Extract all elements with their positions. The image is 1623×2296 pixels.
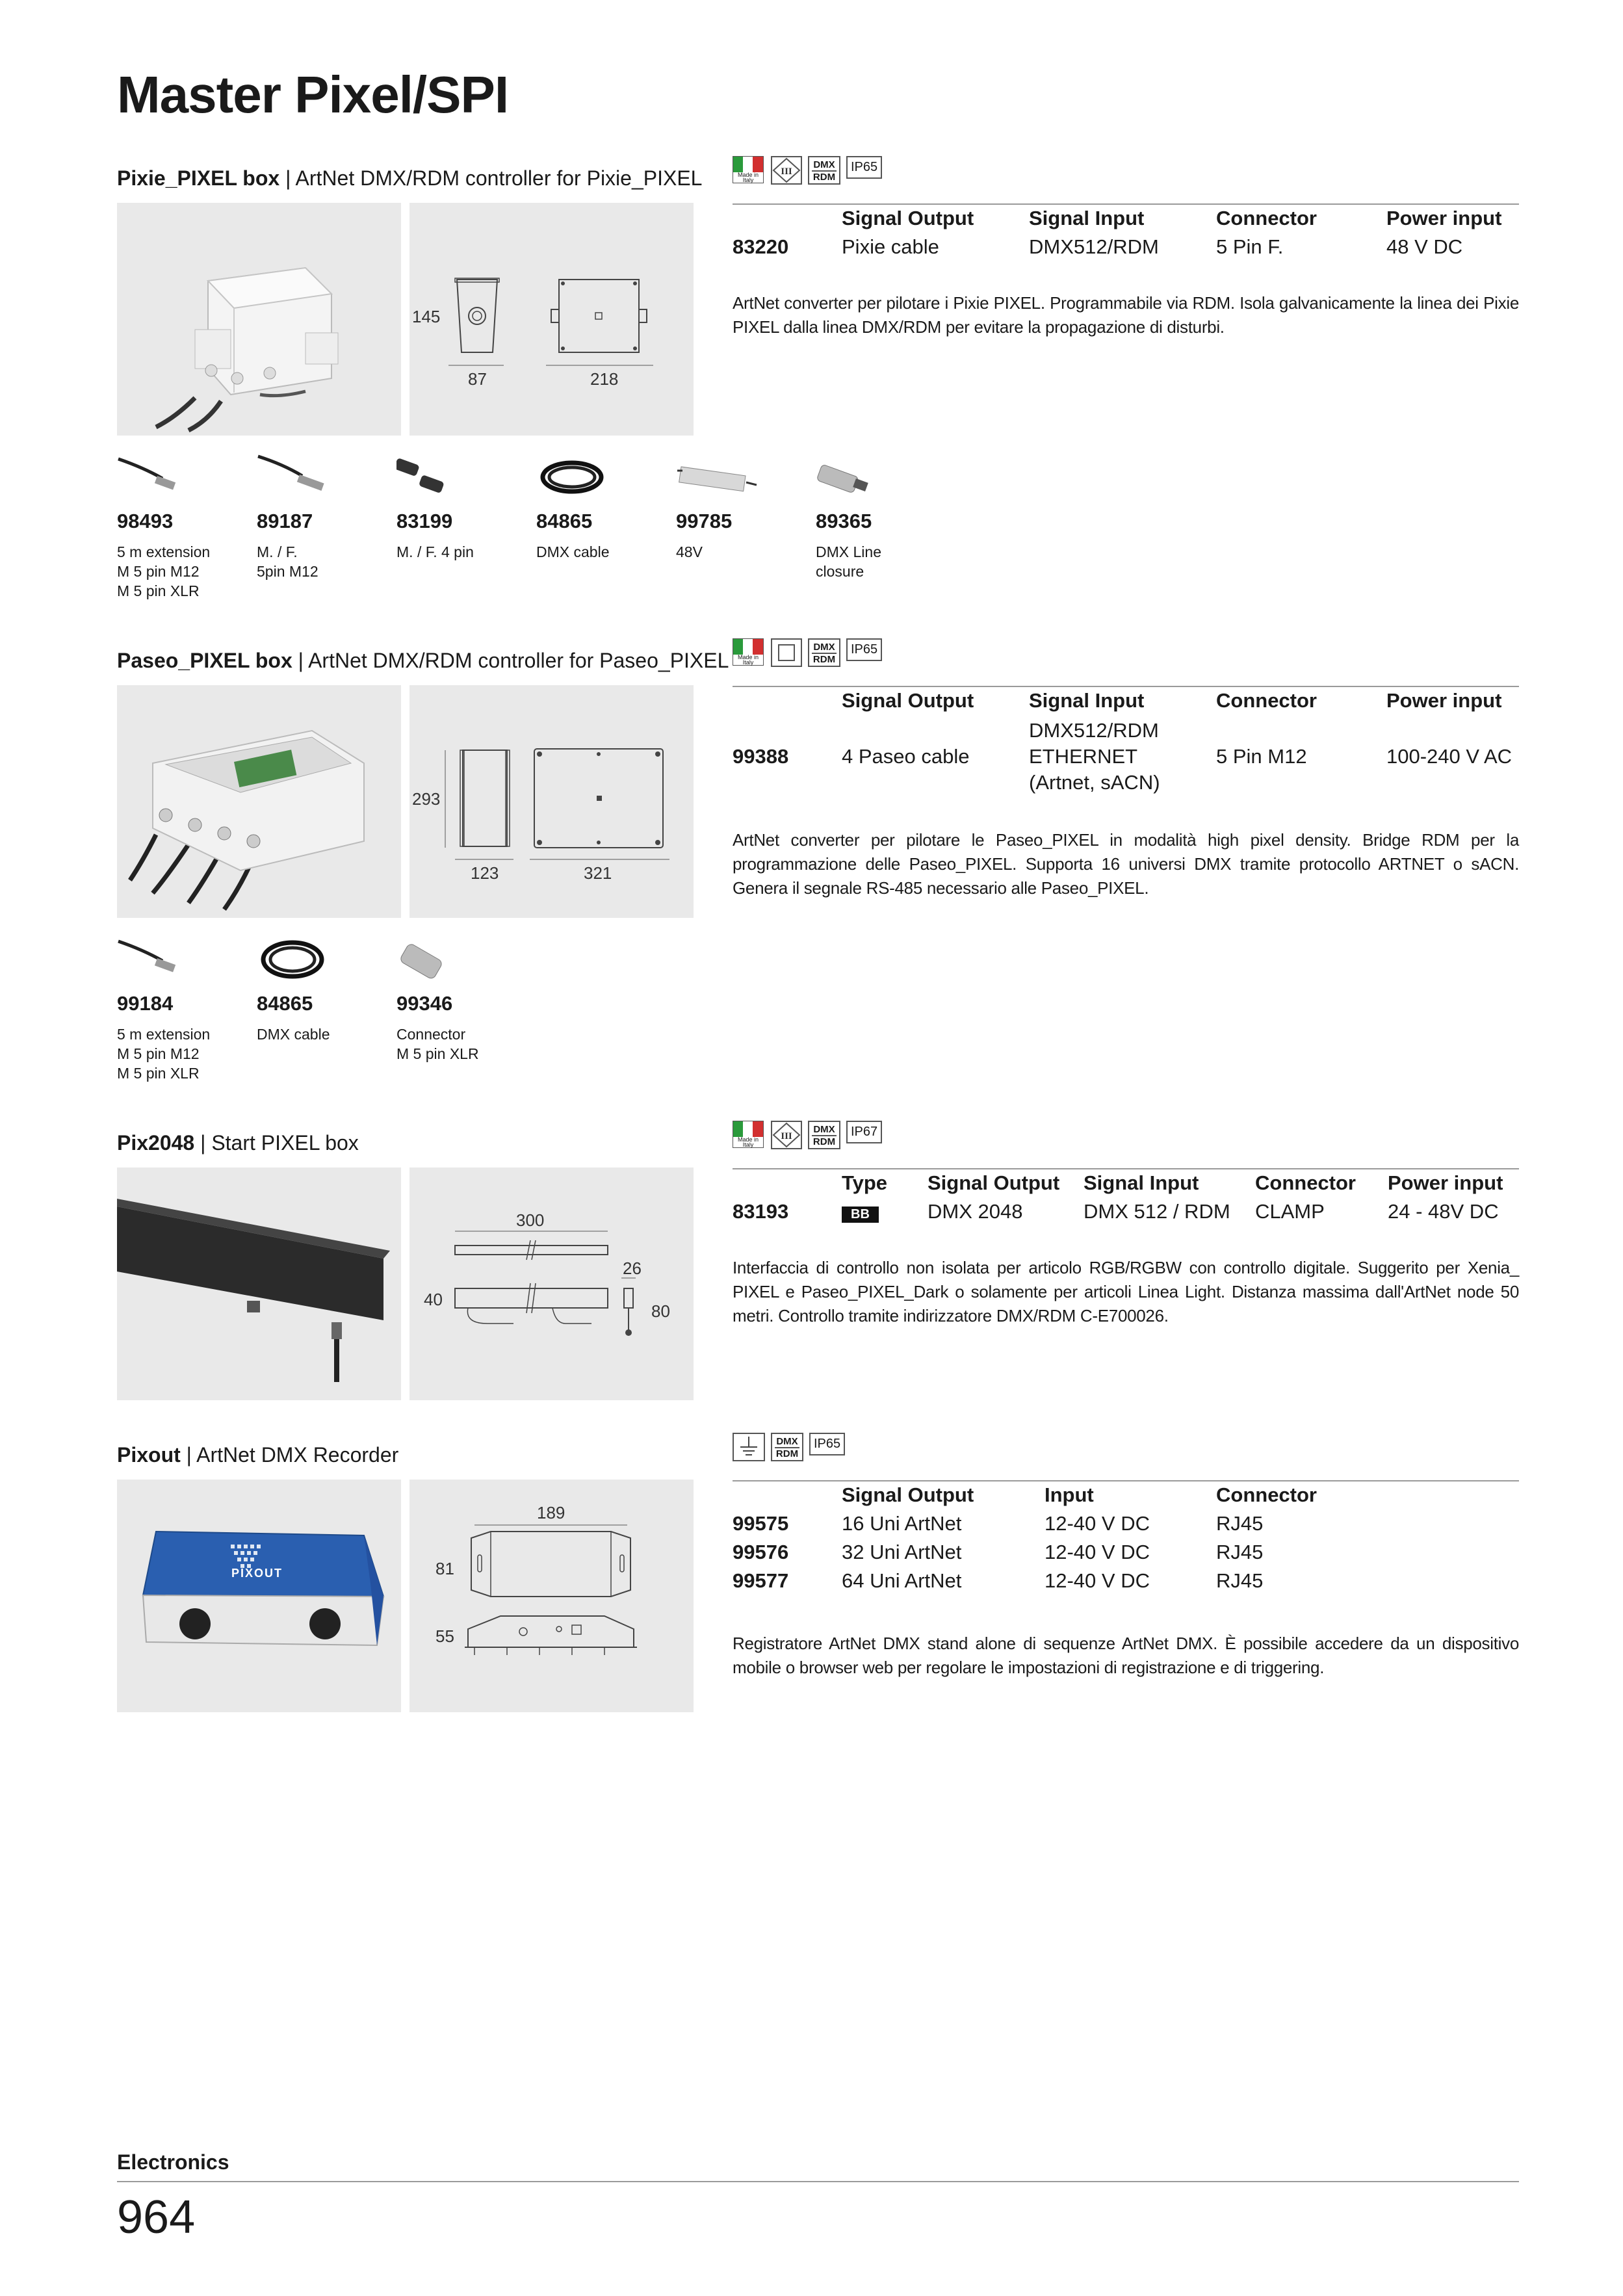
description-pixout: Registratore ArtNet DMX stand alone di sequenze ArtNet DMX. È possibile accedere da un dispositivo mobile o browser web per regolare le impostazioni di registrazione e di triggering. <box>733 1634 1519 1677</box>
dmx-rdm-icon: DMX RDM <box>808 638 840 667</box>
accessory-code: 84865 <box>536 510 593 532</box>
table-row: 99388 4 Paseo cable DMX512/RDM ETHERNET (Artnet, sACN) 5 Pin M12 100-240 V AC <box>733 719 1513 794</box>
accessory-desc: 5 m extension M 5 pin M12 M 5 pin XLR <box>117 1026 211 1082</box>
accessory-desc: DMX cable <box>257 1026 330 1043</box>
technical-drawing-pixie-box <box>409 203 694 436</box>
cable-icon <box>117 451 182 503</box>
svg-text:III: III <box>781 166 792 177</box>
made-in-italy-flag: Made in Italy <box>733 638 764 666</box>
section-title-pix2048: Pix2048 | Start PIXEL box <box>117 1131 359 1155</box>
pixout-logo-text: PIXOUT <box>231 1567 283 1580</box>
class-iii-icon <box>771 156 802 185</box>
table-rule <box>733 203 1519 205</box>
accessory-code: 89365 <box>816 510 872 532</box>
accessory-desc: 48V <box>676 543 703 560</box>
spec-table-pix2048: Type Signal Output Signal Input Connector Power input 83193 BB DMX 2048 DMX 512 / RDM CLAMP 24 - 48V DC <box>733 1170 1519 1226</box>
dim-height: 145 <box>412 307 441 326</box>
product-photo-paseo-box <box>117 685 401 918</box>
product-photo-pixie-box <box>117 203 401 436</box>
dim-length: 218 <box>590 369 619 389</box>
description-paseo: ArtNet converter per pilotare le Paseo_PIXEL in modalità high pixel density. Bridge RDM per la programmazione delle Paseo_PIXEL. Supporta 16 universi DMX tramite protocollo ARTNET o sACN. Genera il segnale RS-485 necessario alle Paseo_PIXEL. <box>733 830 1519 898</box>
table-row: 99577 64 Uni ArtNet 12-40 V DC RJ45 <box>733 1569 1264 1592</box>
ip-rating-badge: IP65 <box>809 1433 845 1455</box>
class-ii-icon <box>771 638 802 667</box>
section-title-pixout: Pixout | ArtNet DMX Recorder <box>117 1443 399 1467</box>
footer-category: Electronics <box>117 2150 229 2174</box>
cable-icon <box>257 451 335 503</box>
cable-icon <box>117 933 182 985</box>
ip-rating-badge: IP65 <box>846 156 882 179</box>
technical-drawing-pix2048 <box>409 1168 694 1400</box>
accessory-code: 98493 <box>117 510 174 532</box>
description-pixie: ArtNet converter per pilotare i Pixie PIXEL. Programmabile via RDM. Isola galvanicamente la linea dei Pixie PIXEL dalla linea DMX/RDM per evitare la propagazione di disturbi. <box>733 293 1519 337</box>
accessory-code: 84865 <box>257 992 313 1015</box>
xlr-plug-icon <box>396 933 474 985</box>
page-number: 964 <box>117 2191 196 2243</box>
accessory-desc: Connector M 5 pin XLR <box>396 1026 479 1062</box>
section-title-pixie: Pixie_PIXEL box | ArtNet DMX/RDM controller for Pixie_PIXEL <box>117 166 703 190</box>
made-in-italy-flag: Made in Italy <box>733 1121 764 1148</box>
made-in-italy-flag: Made in Italy <box>733 156 764 183</box>
class-iii-icon <box>771 1121 802 1149</box>
ip-rating-badge: IP65 <box>846 638 882 661</box>
accessory-desc: DMX Line closure <box>816 543 881 580</box>
accessory-desc: 5 m extension M 5 pin M12 M 5 pin XLR <box>117 543 211 599</box>
technical-drawing-paseo-box <box>409 685 694 918</box>
spec-table-paseo: Signal Output Signal Input Connector Power input 99388 4 Paseo cable DMX512/RDM ETHERNET (Artnet, sACN) 5 Pin M12 100-240 V AC <box>733 688 1519 798</box>
accessory-code: 83199 <box>396 510 453 532</box>
accessory-desc: M. / F. 4 pin <box>396 543 474 560</box>
dim-depth: 80 <box>651 1301 670 1321</box>
dim-length: 300 <box>516 1210 545 1230</box>
dim-height: 81 <box>435 1559 454 1578</box>
footer-rule <box>117 2181 1519 2182</box>
cable-coil-icon <box>257 933 335 985</box>
power-supply-icon <box>676 451 767 503</box>
dim-width: 123 <box>471 863 499 883</box>
xlr-plug-icon <box>816 451 894 503</box>
table-row: 83193 BB DMX 2048 DMX 512 / RDM CLAMP 24 - 48V DC <box>733 1200 1499 1223</box>
accessory-code: 99785 <box>676 510 733 532</box>
cable-coil-icon <box>536 451 614 503</box>
product-photo-pixout <box>117 1480 401 1712</box>
dmx-rdm-icon: DMX RDM <box>808 156 840 185</box>
accessory-desc: DMX cable <box>536 543 610 560</box>
description-pix2048: Interfaccia di controllo non isolata per articolo RGB/RGBW con controllo digitale. Suggerito per Xenia_ PIXEL e Paseo_PIXEL_Dark o solamente per articoli Linea Light. Distanza massima dall'ArtNet node 50 metri. Controllo tramite indirizzatore DMX/RDM C-E700026. <box>733 1258 1519 1325</box>
dim-length: 321 <box>584 863 612 883</box>
table-row: 99575 16 Uni ArtNet 12-40 V DC RJ45 <box>733 1512 1264 1535</box>
page-title: Master Pixel/SPI <box>117 66 509 124</box>
accessory-code: 99346 <box>396 992 453 1015</box>
accessory-desc: M. / F. 5pin M12 <box>257 543 318 580</box>
dim-length: 189 <box>537 1503 565 1522</box>
spec-table-pixie: Signal Output Signal Input Connector Power input 83220 Pixie cable DMX512/RDM 5 Pin F. 48 V DC <box>733 205 1519 261</box>
table-row: 83220 Pixie cable DMX512/RDM 5 Pin F. 48 V DC <box>733 235 1463 258</box>
earth-ground-icon <box>733 1433 765 1461</box>
spec-table-pixout: Signal Output Input Connector 99575 16 Uni ArtNet 12-40 V DC RJ45 99576 32 Uni ArtNet 12-40 V DC RJ45 99577 64 Uni ArtNet 12-40 V DC RJ45 <box>733 1482 1519 1595</box>
table-row: 99576 32 Uni ArtNet 12-40 V DC RJ45 <box>733 1541 1264 1563</box>
connector-icon <box>396 451 474 503</box>
dim-depth: 55 <box>435 1626 454 1646</box>
table-rule <box>733 1480 1519 1481</box>
dmx-rdm-icon: DMX RDM <box>771 1433 803 1461</box>
section-title-paseo: Paseo_PIXEL box | ArtNet DMX/RDM controller for Paseo_PIXEL <box>117 649 729 672</box>
accessory-code: 99184 <box>117 992 174 1015</box>
dim-width: 26 <box>623 1259 642 1278</box>
table-rule <box>733 686 1519 687</box>
technical-drawing-pixout <box>409 1480 694 1712</box>
dim-width: 87 <box>468 369 487 389</box>
product-photo-pix2048 <box>117 1168 401 1400</box>
svg-text:III: III <box>781 1131 792 1141</box>
type-badge: BB <box>842 1207 879 1223</box>
dim-height: 40 <box>424 1290 443 1309</box>
ip-rating-badge: IP67 <box>846 1121 882 1143</box>
accessory-code: 89187 <box>257 510 313 532</box>
dim-height: 293 <box>412 789 441 809</box>
dmx-rdm-icon: DMX RDM <box>808 1121 840 1149</box>
table-rule <box>733 1168 1519 1169</box>
